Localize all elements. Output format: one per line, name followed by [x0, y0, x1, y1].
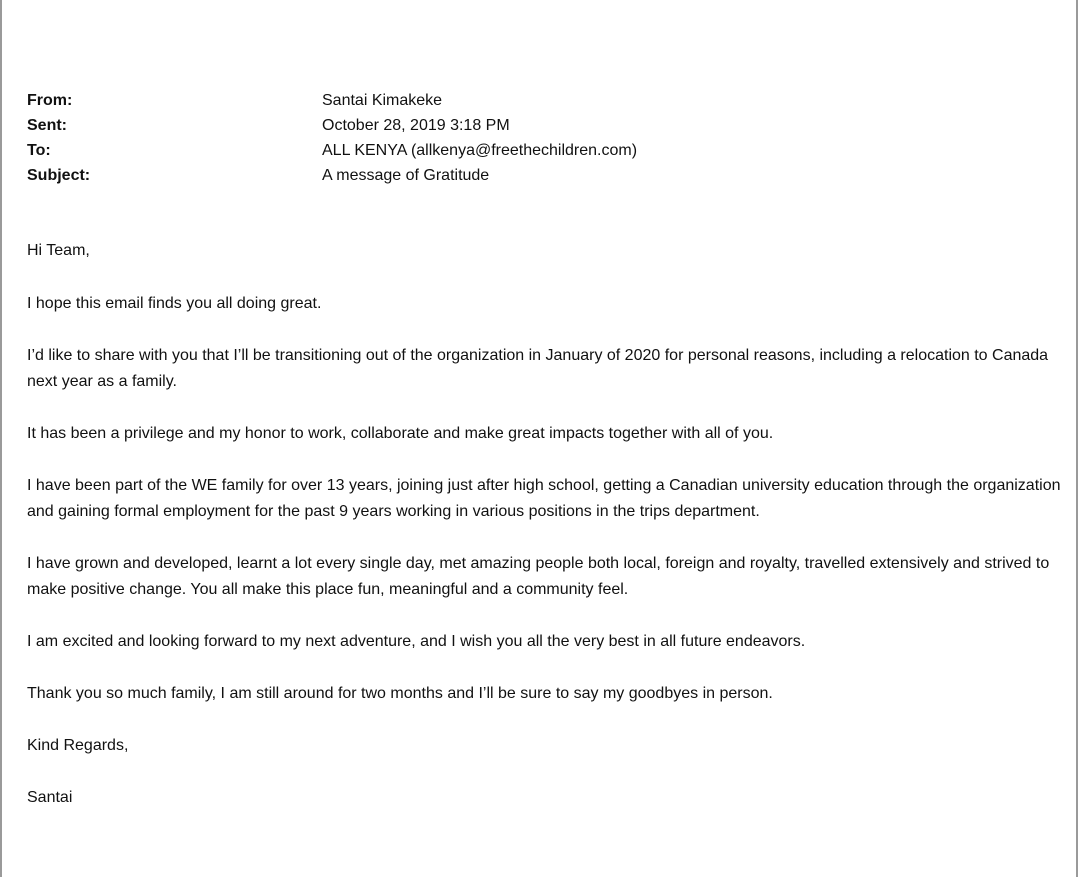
paragraph-2: I’d like to share with you that I’ll be transitioning out of the organization in January of 2020 for personal reasons, including a relocation to Canada next year as a family.: [27, 347, 1049, 390]
paragraph-3: It has been a privilege and my honor to work, collaborate and make great impacts together with all of you.: [27, 425, 774, 442]
subject-label: Subject:: [27, 167, 91, 184]
sent-row: [27, 113, 1027, 138]
closing: Kind Regards,: [27, 737, 129, 754]
from-label: From:: [27, 92, 73, 109]
from-row: [27, 88, 1027, 113]
greeting: Hi Team,: [27, 242, 90, 259]
email-body: [27, 238, 1062, 837]
paragraph-1: I hope this email finds you all doing great.: [27, 295, 322, 312]
subject-value: A message of Gratitude: [322, 167, 490, 184]
email-header: [27, 88, 1027, 188]
to-label: To:: [27, 142, 51, 159]
signature: Santai: [27, 789, 73, 806]
sent-label: Sent:: [27, 117, 67, 134]
paragraph-4: I have been part of the WE family for over 13 years, joining just after high school, getting a Canadian university education through the organization and gaining formal employment for the past 9 years working in various positions in the trips department.: [27, 477, 1061, 520]
paragraph-5: I have grown and developed, learnt a lot every single day, met amazing people both local, foreign and royalty, travelled extensively and strived to make positive change. You all make this place fun, meaningful and a community feel.: [27, 555, 1050, 598]
sent-value: October 28, 2019 3:18 PM: [322, 117, 510, 134]
to-value: ALL KENYA (allkenya@freethechildren.com): [322, 142, 638, 159]
paragraph-6: I am excited and looking forward to my next adventure, and I wish you all the very best in all future endeavors.: [27, 633, 806, 650]
subject-row: [27, 163, 1027, 188]
paragraph-7: Thank you so much family, I am still around for two months and I’ll be sure to say my goodbyes in person.: [27, 685, 773, 702]
from-value: Santai Kimakeke: [322, 92, 443, 109]
to-row: [27, 138, 1027, 163]
